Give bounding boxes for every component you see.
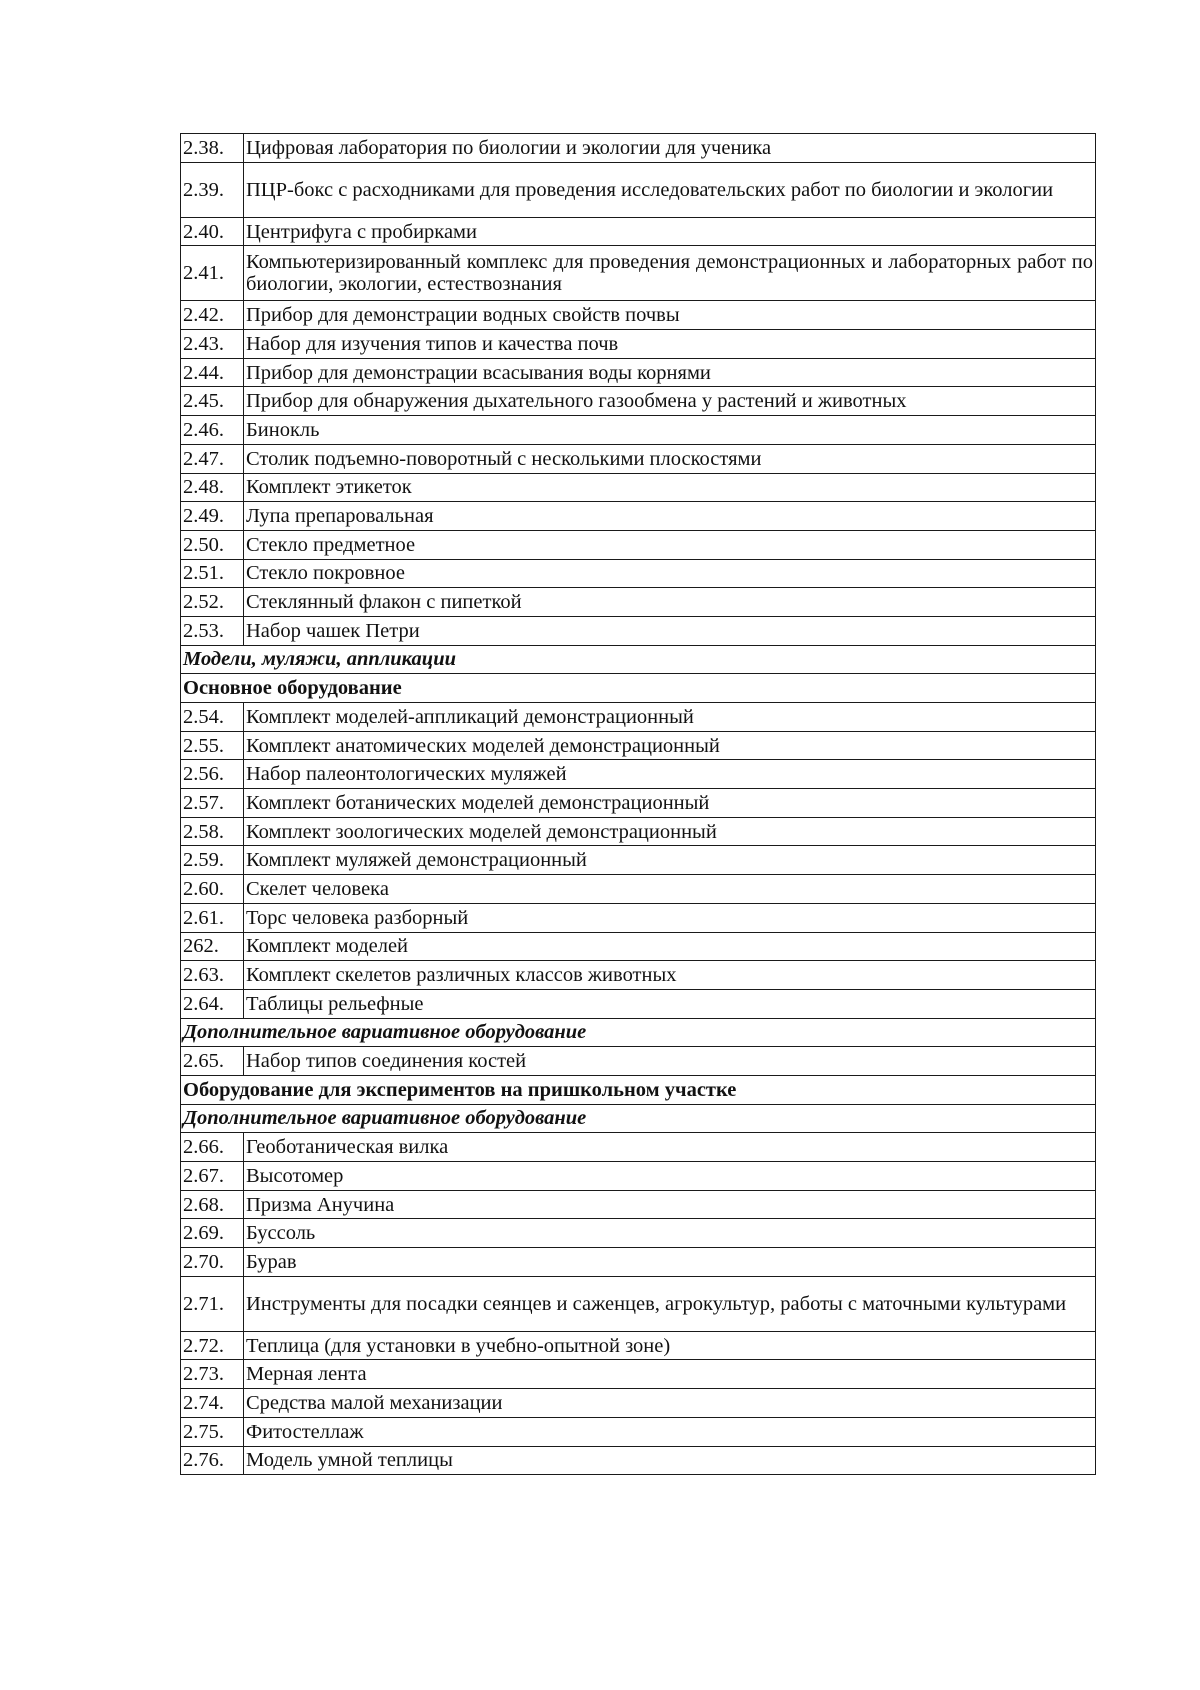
item-description: Стекло покровное <box>244 559 1096 588</box>
item-number: 2.45. <box>181 387 244 416</box>
item-description: Комплект зоологических моделей демонстрационный <box>244 817 1096 846</box>
item-number: 2.71. <box>181 1276 244 1331</box>
section-header: Оборудование для экспериментов на пришкольном участке <box>181 1075 1096 1104</box>
item-number: 2.64. <box>181 989 244 1018</box>
item-number: 2.65. <box>181 1047 244 1076</box>
section-header-row <box>181 1018 1096 1047</box>
item-description: Торс человека разборный <box>244 903 1096 932</box>
section-header: Дополнительное вариативное оборудование <box>181 1018 1096 1047</box>
table-row <box>181 703 1096 732</box>
equipment-table-body <box>181 134 1096 1475</box>
item-description: Прибор для демонстрации водных свойств почвы <box>244 301 1096 330</box>
table-row <box>181 559 1096 588</box>
item-description: Набор для изучения типов и качества почв <box>244 330 1096 359</box>
item-number: 2.59. <box>181 846 244 875</box>
table-row <box>181 1417 1096 1446</box>
item-number: 2.70. <box>181 1248 244 1277</box>
table-row <box>181 616 1096 645</box>
item-description: Геоботаническая вилка <box>244 1133 1096 1162</box>
table-row <box>181 846 1096 875</box>
item-number: 2.58. <box>181 817 244 846</box>
item-description: Бурав <box>244 1248 1096 1277</box>
item-number: 2.76. <box>181 1446 244 1475</box>
item-number: 2.72. <box>181 1331 244 1360</box>
item-description: Набор палеонтологических муляжей <box>244 760 1096 789</box>
item-description: Столик подъемно-поворотный с несколькими плоскостями <box>244 444 1096 473</box>
item-description: Таблицы рельефные <box>244 989 1096 1018</box>
item-description: Компьютеризированный комплекс для проведения демонстрационных и лабораторных работ по биологии, экологии, естествознания <box>244 246 1096 301</box>
item-description: Набор типов соединения костей <box>244 1047 1096 1076</box>
item-number: 2.42. <box>181 301 244 330</box>
table-row <box>181 1219 1096 1248</box>
item-description: Прибор для обнаружения дыхательного газообмена у растений и животных <box>244 387 1096 416</box>
item-number: 2.40. <box>181 217 244 246</box>
item-number: 2.57. <box>181 789 244 818</box>
item-number: 2.43. <box>181 330 244 359</box>
item-number: 2.48. <box>181 473 244 502</box>
item-description: Комплект скелетов различных классов животных <box>244 961 1096 990</box>
item-number: 2.55. <box>181 731 244 760</box>
table-row <box>181 1360 1096 1389</box>
item-number: 2.41. <box>181 246 244 301</box>
item-description: Призма Анучина <box>244 1190 1096 1219</box>
table-row <box>181 1331 1096 1360</box>
item-description: Буссоль <box>244 1219 1096 1248</box>
item-number: 2.60. <box>181 875 244 904</box>
section-header-row <box>181 645 1096 674</box>
table-row <box>181 1446 1096 1475</box>
table-row <box>181 961 1096 990</box>
item-number: 2.69. <box>181 1219 244 1248</box>
item-description: Лупа препаровальная <box>244 502 1096 531</box>
item-description: Комплект ботанических моделей демонстрационный <box>244 789 1096 818</box>
table-row <box>181 444 1096 473</box>
item-number: 2.47. <box>181 444 244 473</box>
table-row <box>181 1276 1096 1331</box>
equipment-table <box>180 133 1096 1475</box>
item-number: 2.63. <box>181 961 244 990</box>
item-description: Стекло предметное <box>244 530 1096 559</box>
item-description: Стеклянный флакон с пипеткой <box>244 588 1096 617</box>
item-number: 2.75. <box>181 1417 244 1446</box>
item-description: Бинокль <box>244 416 1096 445</box>
table-row <box>181 246 1096 301</box>
table-row <box>181 134 1096 163</box>
table-row <box>181 473 1096 502</box>
item-number: 2.66. <box>181 1133 244 1162</box>
table-row <box>181 502 1096 531</box>
item-description: Комплект этикеток <box>244 473 1096 502</box>
item-number: 2.49. <box>181 502 244 531</box>
table-row <box>181 1162 1096 1191</box>
table-row <box>181 530 1096 559</box>
item-number: 2.67. <box>181 1162 244 1191</box>
table-row <box>181 903 1096 932</box>
item-number: 2.52. <box>181 588 244 617</box>
table-row <box>181 1190 1096 1219</box>
table-row <box>181 162 1096 217</box>
item-number: 2.68. <box>181 1190 244 1219</box>
table-row <box>181 760 1096 789</box>
table-row <box>181 731 1096 760</box>
item-description: ПЦР-бокс с расходниками для проведения исследовательских работ по биологии и экологии <box>244 162 1096 217</box>
item-number: 2.53. <box>181 616 244 645</box>
table-row <box>181 875 1096 904</box>
section-header-row <box>181 1104 1096 1133</box>
item-description: Высотомер <box>244 1162 1096 1191</box>
table-row <box>181 1248 1096 1277</box>
item-number: 2.50. <box>181 530 244 559</box>
table-row <box>181 1389 1096 1418</box>
item-number: 2.73. <box>181 1360 244 1389</box>
table-row <box>181 416 1096 445</box>
table-row <box>181 817 1096 846</box>
item-description: Набор чашек Петри <box>244 616 1096 645</box>
item-number: 2.44. <box>181 358 244 387</box>
item-description: Комплект моделей-аппликаций демонстрационный <box>244 703 1096 732</box>
item-description: Комплект моделей <box>244 932 1096 961</box>
section-header-row <box>181 674 1096 703</box>
table-row <box>181 387 1096 416</box>
section-header: Модели, муляжи, аппликации <box>181 645 1096 674</box>
item-description: Центрифуга с пробирками <box>244 217 1096 246</box>
item-description: Мерная лента <box>244 1360 1096 1389</box>
table-row <box>181 1133 1096 1162</box>
item-number: 2.56. <box>181 760 244 789</box>
item-description: Цифровая лаборатория по биологии и экологии для ученика <box>244 134 1096 163</box>
item-number: 2.54. <box>181 703 244 732</box>
item-number: 2.51. <box>181 559 244 588</box>
item-description: Средства малой механизации <box>244 1389 1096 1418</box>
table-row <box>181 588 1096 617</box>
item-description: Комплект анатомических моделей демонстрационный <box>244 731 1096 760</box>
table-row <box>181 217 1096 246</box>
table-row <box>181 1047 1096 1076</box>
section-header-row <box>181 1075 1096 1104</box>
item-number: 2.61. <box>181 903 244 932</box>
item-description: Теплица (для установки в учебно-опытной зоне) <box>244 1331 1096 1360</box>
section-header: Дополнительное вариативное оборудование <box>181 1104 1096 1133</box>
item-number: 2.38. <box>181 134 244 163</box>
table-row <box>181 932 1096 961</box>
item-number: 2.46. <box>181 416 244 445</box>
table-row <box>181 330 1096 359</box>
item-number: 2.39. <box>181 162 244 217</box>
item-description: Скелет человека <box>244 875 1096 904</box>
table-row <box>181 789 1096 818</box>
item-description: Инструменты для посадки сеянцев и саженцев, агрокультур, работы с маточными культурами <box>244 1276 1096 1331</box>
item-number: 2.74. <box>181 1389 244 1418</box>
table-row <box>181 358 1096 387</box>
item-description: Прибор для демонстрации всасывания воды корнями <box>244 358 1096 387</box>
table-row <box>181 301 1096 330</box>
item-description: Фитостеллаж <box>244 1417 1096 1446</box>
item-number: 262. <box>181 932 244 961</box>
item-description: Комплект муляжей демонстрационный <box>244 846 1096 875</box>
section-header: Основное оборудование <box>181 674 1096 703</box>
item-description: Модель умной теплицы <box>244 1446 1096 1475</box>
table-row <box>181 989 1096 1018</box>
